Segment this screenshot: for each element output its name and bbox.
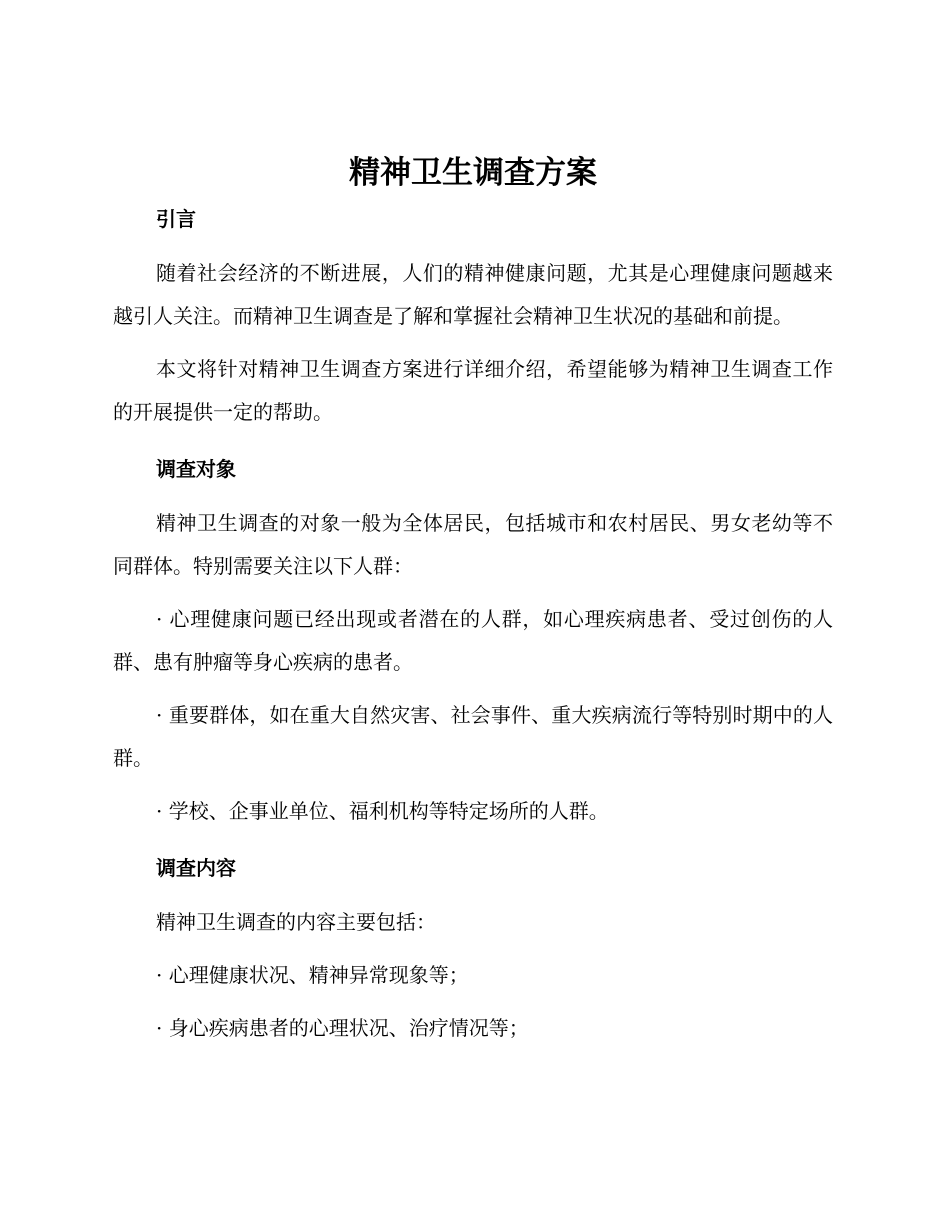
section-heading-intro: 引言 <box>156 207 196 231</box>
paragraph: 随着社会经济的不断进展，人们的精神健康问题，尤其是心理健康问题越来越引人关注。而精神卫生调查是了解和掌握社会精神卫生状况的基础和前提。 <box>113 261 833 328</box>
bullet-item: · 学校、企事业单位、福利机构等特定场所的人群。 <box>156 799 609 823</box>
bullet-item: · 身心疾病患者的心理状况、治疗情况等； <box>156 1016 529 1040</box>
document-body <box>113 150 833 1050</box>
paragraph: 精神卫生调查的内容主要包括： <box>156 910 436 934</box>
bullet-item: · 重要群体，如在重大自然灾害、社会事件、重大疾病流行等特别时期中的人群。 <box>113 703 833 770</box>
bullet-item: · 心理健康状况、精神异常现象等； <box>156 963 469 987</box>
bullet-item: · 心理健康问题已经出现或者潜在的人群，如心理疾病患者、受过创伤的人群、患有肿瘤等身心疾病的患者。 <box>113 607 833 674</box>
section-heading-content: 调查内容 <box>156 856 236 880</box>
paragraph: 精神卫生调查的对象一般为全体居民，包括城市和农村居民、男女老幼等不同群体。特别需要关注以下人群： <box>113 511 833 578</box>
section-heading-subjects: 调查对象 <box>156 457 236 481</box>
paragraph: 本文将针对精神卫生调查方案进行详细介绍，希望能够为精神卫生调查工作的开展提供一定的帮助。 <box>113 357 833 424</box>
document-title: 精神卫生调查方案 <box>349 155 597 191</box>
